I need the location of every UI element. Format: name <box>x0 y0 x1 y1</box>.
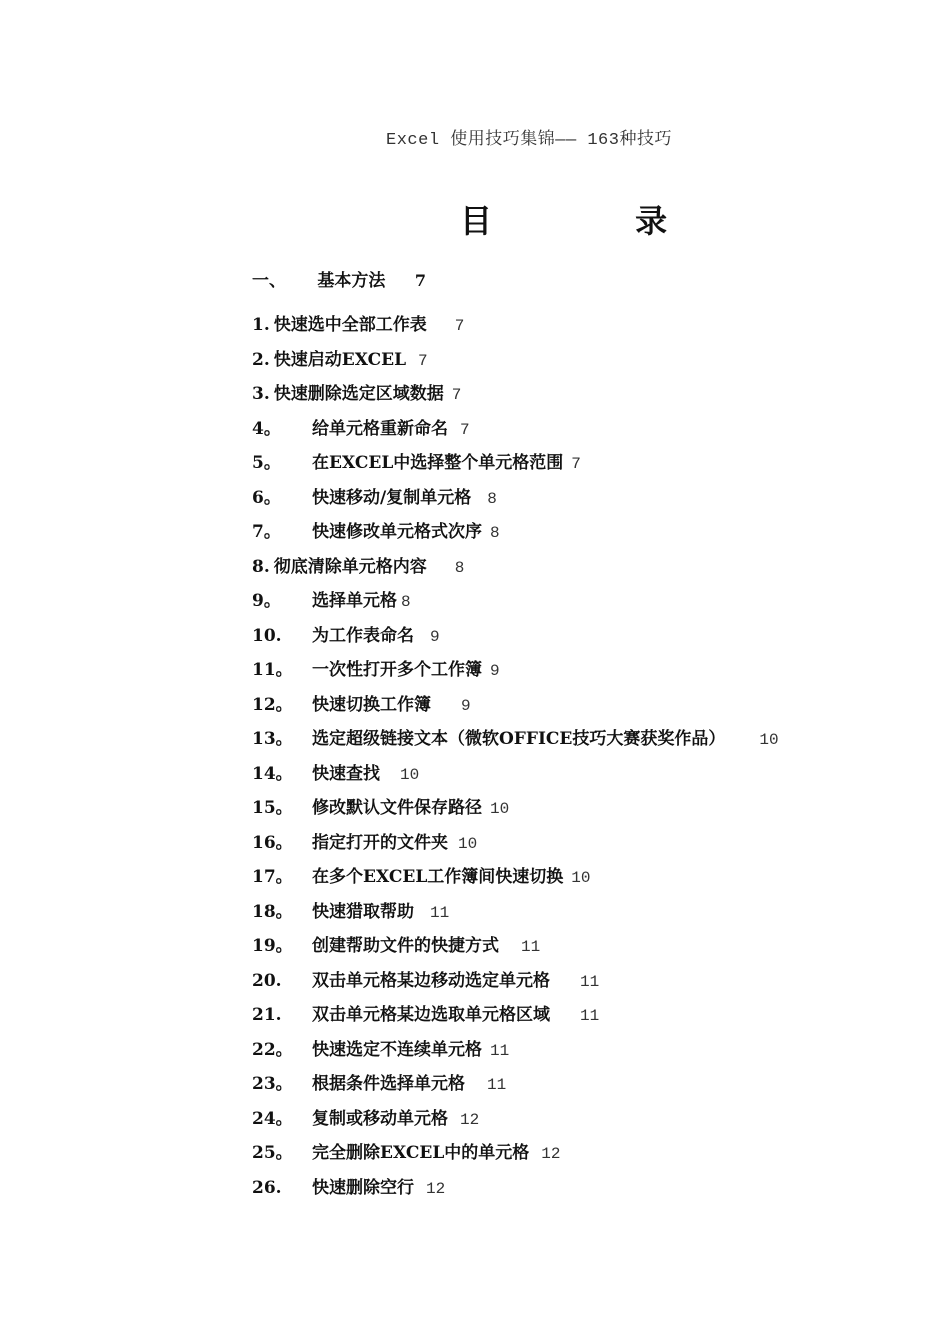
toc-entry[interactable] <box>252 1037 509 1063</box>
toc-entry-number: 11。 <box>252 660 293 680</box>
toc-entry-label: 完全删除EXCEL中的单元格 <box>312 1143 530 1163</box>
toc-entry-number: 4。 <box>252 418 281 439</box>
toc-entry-label: 指定打开的文件夹 <box>312 832 448 853</box>
toc-entry-number: 3. <box>252 384 270 404</box>
toc-entry-number: 12。 <box>252 694 293 715</box>
toc-entry-page: 12 <box>541 1145 561 1163</box>
section-number: 一、 <box>252 271 286 291</box>
toc-entry[interactable] <box>252 588 411 614</box>
toc-entry[interactable] <box>252 830 477 856</box>
toc-entry-label: 修改默认文件保存路径 <box>312 798 482 818</box>
toc-entry-page: 7 <box>451 386 462 404</box>
toc-entry[interactable] <box>252 657 500 683</box>
toc-entry-page: 11 <box>521 938 541 956</box>
toc-entry-number: 17。 <box>252 867 293 887</box>
toc-entry[interactable] <box>252 347 428 373</box>
toc-entry-label: 快速选定不连续单元格 <box>312 1039 482 1060</box>
toc-entry-page: 12 <box>460 1110 480 1129</box>
toc-entry[interactable] <box>252 761 419 787</box>
toc-entry-page: 12 <box>426 1179 446 1198</box>
toc-entry-label: 创建帮助文件的快捷方式 <box>312 936 499 956</box>
toc-entry-number: 6。 <box>252 487 281 508</box>
toc-entry-number: 7。 <box>252 522 281 542</box>
toc-entry-page: 10 <box>571 869 591 887</box>
toc-entry[interactable] <box>252 554 464 580</box>
toc-entry[interactable] <box>252 623 440 649</box>
toc-entry-page: 11 <box>487 1076 507 1094</box>
toc-entry[interactable] <box>252 692 471 718</box>
toc-entry-number: 26. <box>252 1177 282 1198</box>
toc-entry[interactable] <box>252 933 540 959</box>
toc-entry-page: 10 <box>759 731 779 749</box>
document-header: Excel 使用技巧集锦—— 163种技巧 <box>386 131 672 150</box>
toc-entry-page: 10 <box>400 765 420 784</box>
toc-entry-label: 快速选中全部工作表 <box>273 315 427 335</box>
toc-entry-label: 在多个EXCEL工作簿间快速切换 <box>312 867 564 887</box>
section-page: 7 <box>414 271 426 290</box>
toc-entry-page: 7 <box>418 351 428 370</box>
toc-entry[interactable] <box>252 1140 561 1166</box>
toc-entry-page: 11 <box>580 1007 600 1025</box>
toc-entry[interactable] <box>252 416 470 442</box>
toc-entry-label: 快速启动EXCEL <box>273 349 407 370</box>
toc-entry[interactable] <box>252 726 779 752</box>
toc-entry-label: 快速移动/复制单元格 <box>312 487 472 508</box>
toc-entry[interactable] <box>252 1175 445 1201</box>
toc-entry-label: 快速删除选定区域数据 <box>273 384 444 404</box>
toc-entry-page: 11 <box>430 903 450 922</box>
toc-entry-label: 为工作表命名 <box>312 625 414 646</box>
toc-entry-label: 快速猎取帮助 <box>312 901 414 922</box>
toc-entry[interactable] <box>252 1002 599 1028</box>
toc-entry-number: 13。 <box>252 729 293 749</box>
toc-entry-number: 25。 <box>252 1143 293 1163</box>
toc-entry-label: 选择单元格 <box>312 591 397 611</box>
toc-entry-page: 8 <box>490 524 500 542</box>
toc-entry-number: 15。 <box>252 798 293 818</box>
toc-entry[interactable] <box>252 1071 506 1097</box>
toc-entry-page: 9 <box>461 696 471 715</box>
toc-entry-number: 10. <box>252 625 282 646</box>
toc-entry-page: 9 <box>430 627 440 646</box>
toc-entry[interactable] <box>252 519 500 545</box>
toc-entry-label: 快速切换工作簿 <box>312 694 431 715</box>
toc-entry[interactable] <box>252 795 509 821</box>
toc-entry-number: 16。 <box>252 832 293 853</box>
toc-entry-page: 10 <box>490 800 510 818</box>
toc-entry[interactable] <box>252 485 497 511</box>
toc-entry-label: 快速查找 <box>312 763 380 784</box>
toc-entry-number: 23。 <box>252 1074 293 1094</box>
toc-entry-number: 22。 <box>252 1039 293 1060</box>
toc-entry-number: 9。 <box>252 591 281 611</box>
toc-entry-label: 一次性打开多个工作簿 <box>312 660 482 680</box>
toc-entry-page: 7 <box>460 420 470 439</box>
toc-entry-number: 20. <box>252 970 282 991</box>
toc-entry-page: 8 <box>454 558 465 577</box>
toc-entry-label: 双击单元格某边移动选定单元格 <box>312 970 550 991</box>
toc-entry-label: 选定超级链接文本（微软OFFICE技巧大赛获奖作品） <box>312 729 726 749</box>
section-label: 基本方法 <box>317 271 386 291</box>
toc-entry-label: 复制或移动单元格 <box>312 1108 448 1129</box>
toc-entry-label: 给单元格重新命名 <box>312 418 448 439</box>
toc-entry[interactable] <box>252 381 461 407</box>
toc-entry-page: 11 <box>580 972 600 991</box>
toc-entry-label: 根据条件选择单元格 <box>312 1074 465 1094</box>
toc-entry-number: 21. <box>252 1005 282 1025</box>
toc-entry-page: 9 <box>490 662 500 680</box>
toc-entry-number: 14。 <box>252 763 293 784</box>
toc-entry-page: 11 <box>490 1041 510 1060</box>
toc-section[interactable] <box>252 268 426 294</box>
toc-entry-number: 19。 <box>252 936 293 956</box>
toc-title: 目 录 <box>460 202 734 240</box>
toc-entry[interactable] <box>252 1106 479 1132</box>
toc-entry-number: 8. <box>252 556 270 577</box>
toc-entry-label: 双击单元格某边选取单元格区域 <box>312 1005 550 1025</box>
toc-entry-page: 8 <box>401 593 411 611</box>
toc-entry-number: 1. <box>252 315 270 335</box>
toc-entry-label: 快速删除空行 <box>312 1177 414 1198</box>
toc-entry-label: 在EXCEL中选择整个单元格范围 <box>312 453 564 473</box>
toc-entry[interactable] <box>252 450 581 476</box>
toc-entry-page: 10 <box>458 834 478 853</box>
toc-entry[interactable] <box>252 312 464 338</box>
toc-entry-number: 2. <box>252 349 270 370</box>
toc-entry-page: 7 <box>454 317 465 335</box>
toc-entry-label: 快速修改单元格式次序 <box>312 522 482 542</box>
toc-entry[interactable] <box>252 864 591 890</box>
toc-entry-page: 8 <box>487 489 497 508</box>
toc-entry-label: 彻底清除单元格内容 <box>273 556 427 577</box>
toc-entry-number: 18。 <box>252 901 293 922</box>
toc-entry[interactable] <box>252 899 449 925</box>
toc-entry[interactable] <box>252 968 599 994</box>
toc-entry-number: 24。 <box>252 1108 293 1129</box>
toc-entry-number: 5。 <box>252 453 281 473</box>
toc-entry-page: 7 <box>571 455 581 473</box>
